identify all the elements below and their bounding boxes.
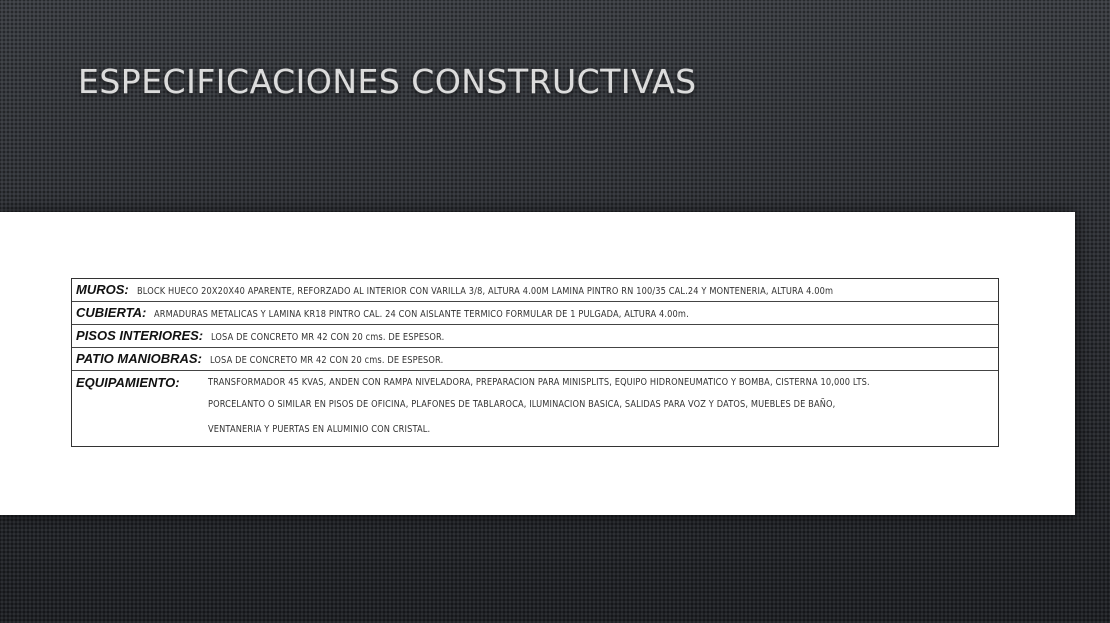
spec-label: PATIO MANIOBRAS: bbox=[76, 351, 202, 366]
spec-label: PISOS INTERIORES: bbox=[76, 328, 204, 343]
slide-title: ESPECIFICACIONES CONSTRUCTIVAS bbox=[78, 62, 697, 101]
spec-row-patio-maniobras bbox=[72, 348, 998, 371]
spec-label: CUBIERTA: bbox=[76, 305, 147, 320]
spec-value: LOSA DE CONCRETO MR 42 CON 20 cms. DE ESPESOR. bbox=[209, 355, 444, 366]
specifications-table bbox=[71, 278, 999, 447]
spec-value-line: VENTANERIA Y PUERTAS EN ALUMINIO CON CRISTAL. bbox=[208, 424, 431, 435]
spec-value: BLOCK HUECO 20X20X40 APARENTE, REFORZADO AL INTERIOR CON VARILLA 3/8, ALTURA 4.00M LAMINA PINTRO RN 100/35 CAL.24 Y MONTENERIA, ALTURA 4.00m bbox=[136, 286, 833, 297]
specifications-panel bbox=[0, 212, 1075, 515]
spec-value-line: TRANSFORMADOR 45 KVAS, ANDEN CON RAMPA NIVELADORA, PREPARACION PARA MINISPLITS, EQUIPO HIDRONEUMATICO Y BOMBA, CISTERNA 10,000 LTS. bbox=[208, 377, 870, 388]
spec-row-cubierta bbox=[72, 302, 998, 325]
spec-row-equipamiento bbox=[72, 371, 998, 446]
spec-row-muros bbox=[72, 279, 998, 302]
spec-label: MUROS: bbox=[76, 282, 129, 297]
spec-value: LOSA DE CONCRETO MR 42 CON 20 cms. DE ESPESOR. bbox=[211, 332, 445, 343]
spec-value-lines bbox=[208, 373, 977, 442]
spec-label: EQUIPAMIENTO: bbox=[76, 375, 180, 390]
spec-row-pisos-interiores bbox=[72, 325, 998, 348]
spec-value-line: PORCELANTO O SIMILAR EN PISOS DE OFICINA, PLAFONES DE TABLAROCA, ILUMINACION BASICA, SALIDAS PARA VOZ Y DATOS, MUEBLES DE BAÑO, bbox=[208, 399, 836, 410]
spec-value: ARMADURAS METALICAS Y LAMINA KR18 PINTRO CAL. 24 CON AISLANTE TERMICO FORMULAR DE 1 PULGADA, ALTURA 4.00m. bbox=[154, 309, 690, 320]
